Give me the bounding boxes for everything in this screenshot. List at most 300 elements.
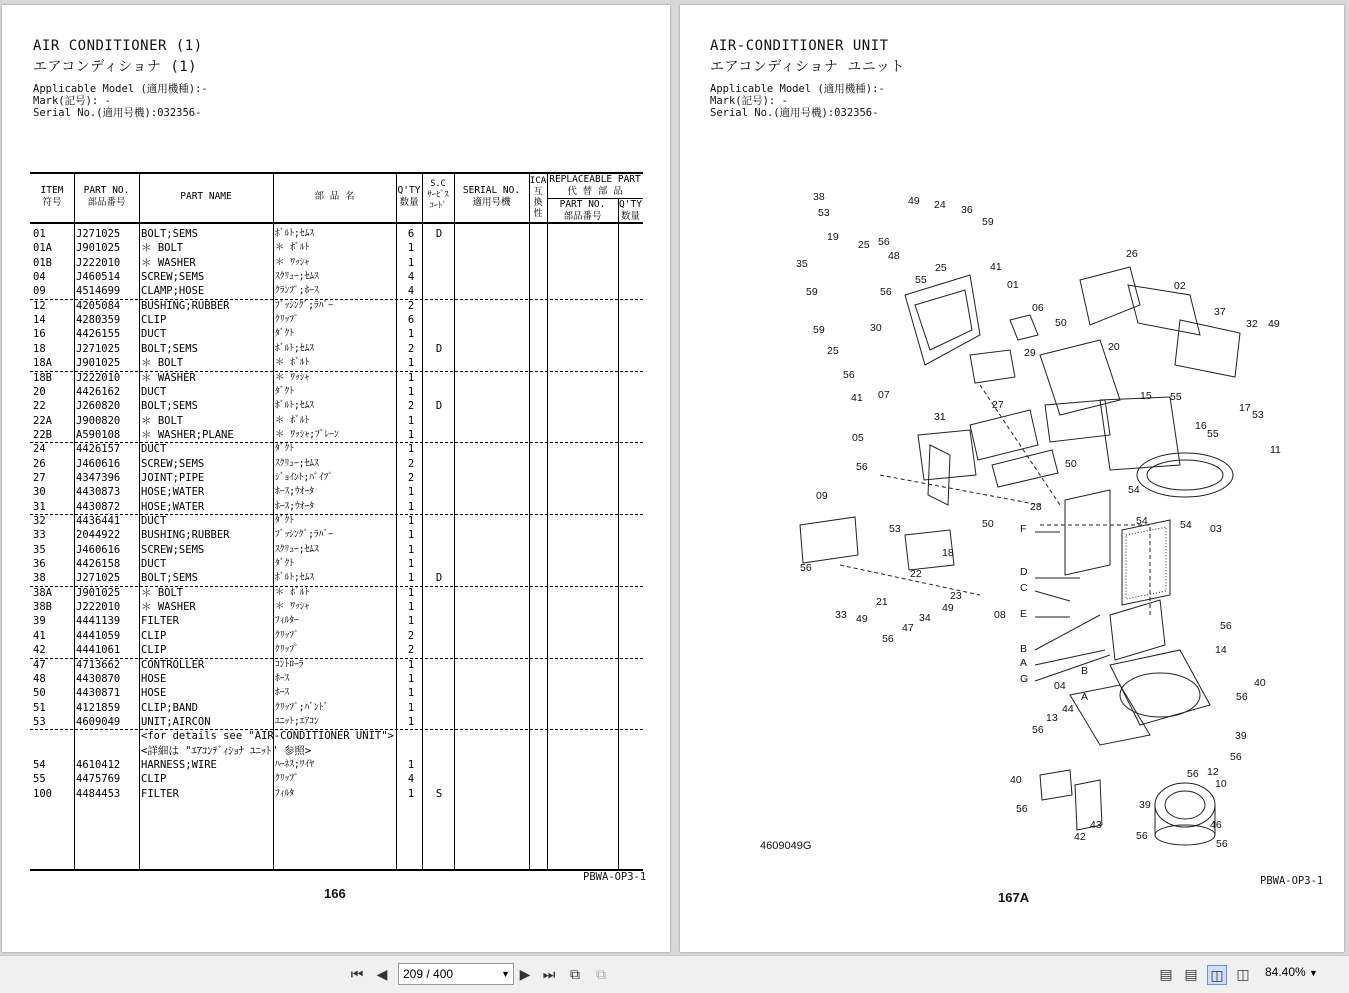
cell-name: BUSHING;RUBBER (141, 529, 230, 542)
page-number-field[interactable] (398, 963, 514, 985)
cell-name: ＊ WASHER;PLANE (141, 428, 234, 441)
page-number: 167A (998, 890, 1030, 905)
callout-label: F (1020, 523, 1027, 535)
cell-pno: J901025 (76, 586, 121, 599)
header-rep-part-no: PART NO. (559, 199, 606, 210)
cell-pno: 4430871 (76, 687, 121, 700)
cell-qty: 1 (407, 242, 415, 255)
callout-label: 13 (1046, 712, 1058, 724)
callout-label: 22 (910, 568, 922, 580)
callout-label: 56 (1016, 803, 1028, 815)
cell-name: ＊ WASHER (141, 601, 196, 614)
callout-label: 06 (1032, 302, 1044, 314)
cell-item: 47 (33, 658, 46, 671)
drawing-number: 4609049G (760, 840, 812, 852)
callout-label: 56 (1032, 724, 1044, 736)
cell-name: JOINT;PIPE (141, 471, 205, 484)
cell-pno: 4441059 (76, 629, 121, 642)
table-row (30, 457, 643, 471)
table-row (30, 744, 643, 758)
callout-label: 56 (1187, 768, 1199, 780)
callout-label: 05 (852, 432, 864, 444)
table-row (30, 772, 643, 786)
header-ica-jp: 互換性 (533, 187, 543, 219)
callout-label: 33 (835, 609, 847, 621)
callout-label: 28 (1030, 501, 1042, 513)
mark: Mark(記号): - (710, 95, 788, 107)
cell-name: DUCT (141, 515, 167, 527)
cell-qty: 1 (407, 515, 415, 527)
cell-jp: ﾕﾆｯﾄ;ｴｱｺﾝ (275, 715, 319, 727)
callout-label: 56 (1216, 838, 1228, 850)
header-item-jp: 符号 (42, 197, 62, 208)
callout-label: 17 (1239, 402, 1251, 414)
cell-pno: J222010 (76, 601, 121, 614)
cell-pno: 4430870 (76, 672, 121, 685)
callout-label: 36 (961, 204, 973, 216)
callout-label: 50 (1055, 317, 1067, 329)
cell-jp: ｽｸﾘｭｰ;ｾﾑｽ (275, 457, 319, 469)
table-row (30, 485, 643, 499)
cell-name: BOLT;SEMS (141, 228, 198, 240)
cell-qty: 2 (407, 342, 415, 355)
cell-name: CLIP (141, 314, 167, 327)
cell-jp: ＊ ﾎﾞﾙﾄ (275, 414, 310, 426)
mark: Mark(記号): - (33, 95, 111, 107)
cell-pno: J901025 (76, 242, 121, 255)
cell-item: 32 (33, 515, 46, 527)
cell-item: 30 (33, 486, 46, 499)
table-row (30, 686, 643, 700)
cell-qty: 1 (407, 558, 415, 571)
cell-name: BOLT;SEMS (141, 572, 198, 585)
cell-name: HOSE;WATER (141, 486, 205, 499)
serial-no: Serial No.(適用号機):032356- (710, 107, 879, 119)
cell-pno: 4713662 (76, 658, 121, 671)
table-row (30, 385, 643, 399)
header-replaceable: REPLACEABLE PART (549, 174, 641, 185)
callout-label: 19 (827, 231, 839, 243)
callout-label: 43 (1090, 819, 1102, 831)
serial-no: Serial No.(適用号機):032356- (33, 107, 202, 119)
cell-item: 100 (33, 787, 52, 800)
callout-label: 03 (1210, 523, 1222, 535)
zoom-level[interactable] (1265, 965, 1318, 979)
cell-qty: 1 (407, 758, 415, 771)
callout-label: 08 (994, 609, 1006, 621)
cell-pno: J460616 (76, 457, 121, 470)
callout-label: 21 (876, 596, 888, 608)
cell-qty: 1 (407, 385, 415, 398)
callout-label: 56 (1136, 830, 1148, 842)
cell-name: BOLT;SEMS (141, 342, 198, 355)
callout-label: E (1020, 608, 1028, 620)
cell-item: 27 (33, 471, 46, 484)
cell-qty: 4 (407, 773, 415, 786)
cell-name: BUSHING;RUBBER (141, 299, 230, 312)
cell-qty: 2 (407, 299, 415, 312)
cell-qty: 1 (407, 658, 415, 671)
callout-label: B (1020, 643, 1028, 655)
cell-item: 04 (33, 271, 46, 284)
cell-qty: 1 (407, 357, 415, 370)
cell-pno: J460616 (76, 543, 121, 556)
header-part-no-jp: 部品番号 (87, 197, 126, 208)
cell-jp: ｽｸﾘｭｰ;ｾﾑｽ (275, 543, 319, 555)
cell-pno: J271025 (76, 228, 121, 240)
callout-label: 20 (1108, 341, 1120, 353)
table-row (30, 701, 643, 715)
page-title-jp: エアコンディショナ ユニット (710, 59, 905, 75)
callout-label: 59 (813, 324, 825, 336)
cell-name: CLAMP;HOSE (141, 285, 205, 298)
cell-qty: 1 (407, 615, 415, 628)
cell-jp: ﾎﾞﾙﾄ;ｾﾑｽ (275, 228, 314, 239)
table-row (30, 371, 643, 385)
callout-label: 40 (1254, 677, 1266, 689)
cell-jp: ﾌｨﾙﾀｰ (275, 615, 299, 627)
cell-qty: 1 (407, 486, 415, 499)
page-title-jp: エアコンディショナ (1) (33, 59, 198, 75)
callout-label: 37 (1214, 306, 1226, 318)
header-rep-part-no-jp: 部品番号 (563, 211, 602, 222)
table-row (30, 787, 643, 801)
continuous-page-icon[interactable]: ▤ (1184, 966, 1198, 982)
cell-pno: 4426158 (76, 558, 121, 571)
cell-jp: ＊ ﾜｯｼｬ;ﾌﾟﾚｰﾝ (275, 428, 339, 440)
next-page-icon[interactable]: ▶ (519, 966, 531, 982)
callout-label: A (1020, 657, 1028, 669)
header-serial-no: SERIAL NO. (462, 185, 521, 196)
cell-pno: A590108 (76, 428, 121, 441)
callout-label: 26 (1126, 248, 1138, 260)
callout-label: 38 (813, 191, 825, 203)
cell-jp: ＊ ﾜｯｼｬ (275, 601, 310, 613)
cell-pno: 4426155 (76, 328, 121, 341)
single-page-icon[interactable]: ▤ (1159, 966, 1173, 982)
cell-qty: 1 (407, 443, 415, 456)
callout-label: 40 (1010, 774, 1022, 786)
callout-label: 55 (1170, 391, 1182, 403)
table-row (30, 313, 643, 327)
cell-name: FILTER (141, 787, 179, 800)
callout-label: 32 (1246, 318, 1258, 330)
callout-label: 07 (878, 389, 890, 401)
callout-label: 39 (1235, 730, 1247, 742)
cell-pno: J901025 (76, 357, 121, 370)
table-row (30, 442, 643, 456)
cell-qty: 1 (407, 371, 415, 384)
callout-label: 56 (843, 369, 855, 381)
header-part-name-jp: 部 品 名 (314, 191, 355, 202)
cell-qty: 1 (407, 543, 415, 556)
callout-label: 31 (934, 411, 946, 423)
cell-name: ＊ WASHER (141, 256, 196, 269)
cell-name: <詳細は "ｴｱｺﾝﾃﾞｨｼｮﾅ ﾕﾆｯﾄ" 参照> (141, 744, 312, 757)
cell-item: 18B (33, 371, 52, 384)
table-row (30, 256, 643, 270)
callout-label: 23 (950, 590, 962, 602)
copy-icon[interactable]: ⧉ (596, 966, 606, 982)
cell-name: <for details see "AIR-CONDITIONER UNIT"> (141, 730, 394, 743)
header-replaceable-jp: 代 替 部 品 (567, 186, 623, 197)
callout-label: B (1081, 665, 1089, 677)
callout-label: 48 (888, 250, 900, 262)
cell-jp: ﾀﾞｸﾄ (275, 558, 295, 570)
cell-item: 18 (33, 342, 46, 355)
callout-label: 16 (1195, 420, 1207, 432)
cell-name: DUCT (141, 443, 167, 456)
cell-name: ＊ BOLT (141, 586, 184, 599)
cell-pno: 4610412 (76, 758, 121, 771)
callout-label: D (1020, 566, 1028, 578)
viewer-toolbar (0, 955, 1349, 993)
cell-jp: ﾎﾞﾙﾄ;ｾﾑｽ (275, 572, 314, 584)
callout-label: 18 (942, 547, 954, 559)
table-row (30, 284, 643, 298)
cell-name: CLIP;BAND (141, 701, 198, 714)
cell-qty: 2 (407, 457, 415, 470)
callout-label: 09 (816, 490, 828, 502)
callout-label: C (1020, 582, 1028, 594)
cell-item: 50 (33, 687, 46, 700)
callout-label: 35 (796, 258, 808, 270)
cell-pno: J900820 (76, 414, 121, 427)
cell-pno: 4441139 (76, 615, 121, 628)
callout-label: 53 (1252, 409, 1264, 421)
cell-name: DUCT (141, 558, 167, 571)
cell-item: 38 (33, 572, 46, 585)
two-page-icon[interactable]: ◫ (1207, 965, 1227, 985)
zoom-chevron-icon[interactable]: ▼ (1309, 968, 1318, 978)
callout-label: 11 (1270, 444, 1281, 456)
page-number-value: 209 / 400 (403, 967, 454, 981)
cell-item: 54 (33, 758, 46, 771)
cell-jp: ＊ ﾎﾞﾙﾄ (275, 242, 310, 254)
cell-name: BOLT;SEMS (141, 400, 198, 413)
page-number: 166 (324, 886, 346, 901)
table-row (30, 241, 643, 255)
cell-pno: 4205084 (76, 299, 121, 312)
last-page-icon[interactable]: ⏭ (542, 966, 556, 982)
cell-item: 36 (33, 558, 46, 571)
two-page-continuous-icon[interactable]: ◫ (1236, 966, 1250, 982)
rotate-icon[interactable]: ⧉ (570, 966, 580, 982)
cell-sc: D (435, 572, 443, 585)
header-qty: Q'TY (397, 185, 421, 196)
cell-jp: ｸﾘｯﾌﾟ (275, 314, 299, 326)
cell-qty: 1 (407, 715, 415, 728)
cell-item: 01 (33, 228, 46, 240)
callout-label: 27 (992, 399, 1004, 411)
cell-item: 38A (33, 586, 52, 599)
cell-qty: 1 (407, 529, 415, 542)
cell-jp: ｸﾗﾝﾌﾟ;ﾎｰｽ (275, 285, 319, 297)
cell-qty: 1 (407, 572, 415, 585)
callout-label: A (1081, 691, 1089, 703)
callout-label: 02 (1174, 280, 1186, 292)
callout-label: 56 (882, 633, 894, 645)
callout-label: 46 (1210, 819, 1222, 831)
callout-label: 49 (856, 613, 868, 625)
cell-qty: 1 (407, 601, 415, 614)
cell-name: ＊ WASHER (141, 371, 196, 384)
table-row (30, 514, 643, 528)
cell-jp: ＊ ﾎﾞﾙﾄ (275, 357, 310, 369)
cell-name: SCREW;SEMS (141, 457, 205, 470)
parts-table (30, 172, 643, 870)
cell-pno: 4436441 (76, 515, 121, 527)
cell-qty: 1 (407, 687, 415, 700)
callout-label: 12 (1207, 766, 1219, 778)
callout-label: 56 (880, 286, 892, 298)
table-row (30, 428, 643, 442)
cell-item: 22A (33, 414, 52, 427)
cell-qty: 2 (407, 644, 415, 657)
cell-item: 01A (33, 242, 52, 255)
callout-label: 54 (1136, 515, 1148, 527)
cell-sc: D (435, 228, 443, 240)
cell-jp: ﾌﾞｯｼﾝｸﾞ;ﾗﾊﾞｰ (275, 529, 333, 541)
cell-pno: J271025 (76, 572, 121, 585)
table-row (30, 471, 643, 485)
exploded-parts-diagram (680, 5, 1344, 952)
cell-pno: 4514699 (76, 285, 121, 298)
table-row (30, 658, 643, 672)
first-page-icon[interactable]: ⏮ (350, 966, 364, 982)
header-rep-qty-jp: 数量 (620, 211, 640, 222)
cell-item: 16 (33, 328, 46, 341)
table-row (30, 500, 643, 514)
chevron-down-icon[interactable]: ▼ (501, 969, 510, 979)
cell-pno: 4121859 (76, 701, 121, 714)
cell-qty: 2 (407, 400, 415, 413)
cell-name: HARNESS;WIRE (141, 758, 217, 771)
cell-pno: 4426157 (76, 443, 121, 456)
table-row (30, 227, 643, 241)
table-row (30, 629, 643, 643)
callout-label: 15 (1140, 390, 1152, 402)
callout-label: 29 (1024, 347, 1036, 359)
cell-item: 09 (33, 285, 46, 298)
applicable-model: Applicable Model (適用機種):- (710, 83, 885, 95)
callout-label: 49 (1268, 318, 1280, 330)
callout-label: 41 (851, 392, 863, 404)
cell-jp: ｼﾞｮｲﾝﾄ;ﾊﾟｲﾌﾟ (275, 471, 333, 483)
table-row (30, 557, 643, 571)
cell-sc: D (435, 400, 443, 413)
cell-jp: ﾀﾞｸﾄ (275, 443, 295, 455)
table-row (30, 327, 643, 341)
cell-item: 41 (33, 629, 46, 642)
cell-item: 53 (33, 715, 46, 728)
cell-qty: 1 (407, 428, 415, 441)
cell-item: 51 (33, 701, 46, 714)
cell-pno: 4430873 (76, 486, 121, 499)
table-row (30, 643, 643, 657)
cell-pno: 4280359 (76, 314, 121, 327)
cell-jp: ﾌﾞｯｼﾝｸﾞ;ﾗﾊﾞｰ (275, 299, 333, 311)
cell-name: UNIT;AIRCON (141, 715, 211, 728)
applicable-model: Applicable Model (適用機種):- (33, 83, 208, 95)
header-qty-jp: 数量 (399, 197, 419, 208)
callout-label: 54 (1128, 484, 1140, 496)
cell-qty: 6 (407, 314, 415, 327)
cell-item: 33 (33, 529, 46, 542)
callout-label: 39 (1139, 799, 1151, 811)
cell-jp: ＊ ﾜｯｼｬ (275, 256, 310, 268)
callout-label: 01 (1007, 279, 1019, 291)
callout-label: 14 (1215, 644, 1227, 656)
cell-name: ＊ BOLT (141, 242, 184, 255)
cell-qty: 1 (407, 787, 415, 800)
header-rep-qty: Q'TY (619, 199, 642, 210)
cell-item: 12 (33, 299, 46, 312)
cell-item: 38B (33, 601, 52, 614)
callout-label: 55 (915, 274, 927, 286)
cell-pno: 4426162 (76, 385, 121, 398)
callout-label: 42 (1074, 831, 1086, 843)
cell-name: CONTROLLER (141, 658, 205, 671)
cell-jp: ﾎｰｽ (275, 672, 290, 684)
prev-page-icon[interactable]: ◀ (376, 966, 388, 982)
callout-label: 50 (1065, 458, 1077, 470)
cell-name: DUCT (141, 328, 167, 341)
cell-jp: ﾎｰｽ;ｳｵｰﾀ (275, 486, 314, 498)
cell-jp: ＊ ﾎﾞﾙﾄ (275, 586, 310, 598)
table-row (30, 543, 643, 557)
page-title: AIR-CONDITIONER UNIT (710, 38, 889, 54)
table-row (30, 399, 643, 413)
cell-qty: 6 (407, 228, 415, 240)
callout-label: 56 (856, 461, 868, 473)
header-sc-jp2: ｺｰﾄﾞ (429, 201, 447, 211)
cell-pno: 4347396 (76, 471, 121, 484)
cell-qty: 4 (407, 285, 415, 298)
callout-label: 25 (858, 239, 870, 251)
table-row (30, 729, 643, 743)
cell-pno: 4609049 (76, 715, 121, 728)
cell-jp: ﾊｰﾈｽ;ﾜｲﾔ (275, 758, 314, 770)
cell-item: 48 (33, 672, 46, 685)
table-row (30, 342, 643, 356)
header-part-no: PART NO. (83, 185, 130, 196)
cell-name: ＊ BOLT (141, 357, 184, 370)
cell-qty: 4 (407, 271, 415, 284)
table-row (30, 414, 643, 428)
cell-name: HOSE (141, 687, 167, 700)
table-row (30, 571, 643, 585)
cell-qty: 1 (407, 414, 415, 427)
callout-label: 25 (935, 262, 947, 274)
callout-label: 59 (982, 216, 994, 228)
right-page (680, 5, 1344, 952)
header-part-name: PART NAME (180, 191, 232, 202)
cell-item: 26 (33, 457, 46, 470)
cell-pno: J222010 (76, 256, 121, 269)
callout-label: 10 (1215, 778, 1227, 790)
callout-label: 56 (1230, 751, 1242, 763)
callout-label: 49 (942, 602, 954, 614)
cell-jp: ﾌｨﾙﾀ (275, 787, 295, 799)
cell-item: 42 (33, 644, 46, 657)
cell-name: FILTER (141, 615, 179, 628)
cell-item: 20 (33, 385, 46, 398)
cell-pno: 4441061 (76, 644, 121, 657)
callout-label: 55 (1207, 428, 1219, 440)
cell-item: 31 (33, 500, 46, 513)
table-row (30, 299, 643, 313)
